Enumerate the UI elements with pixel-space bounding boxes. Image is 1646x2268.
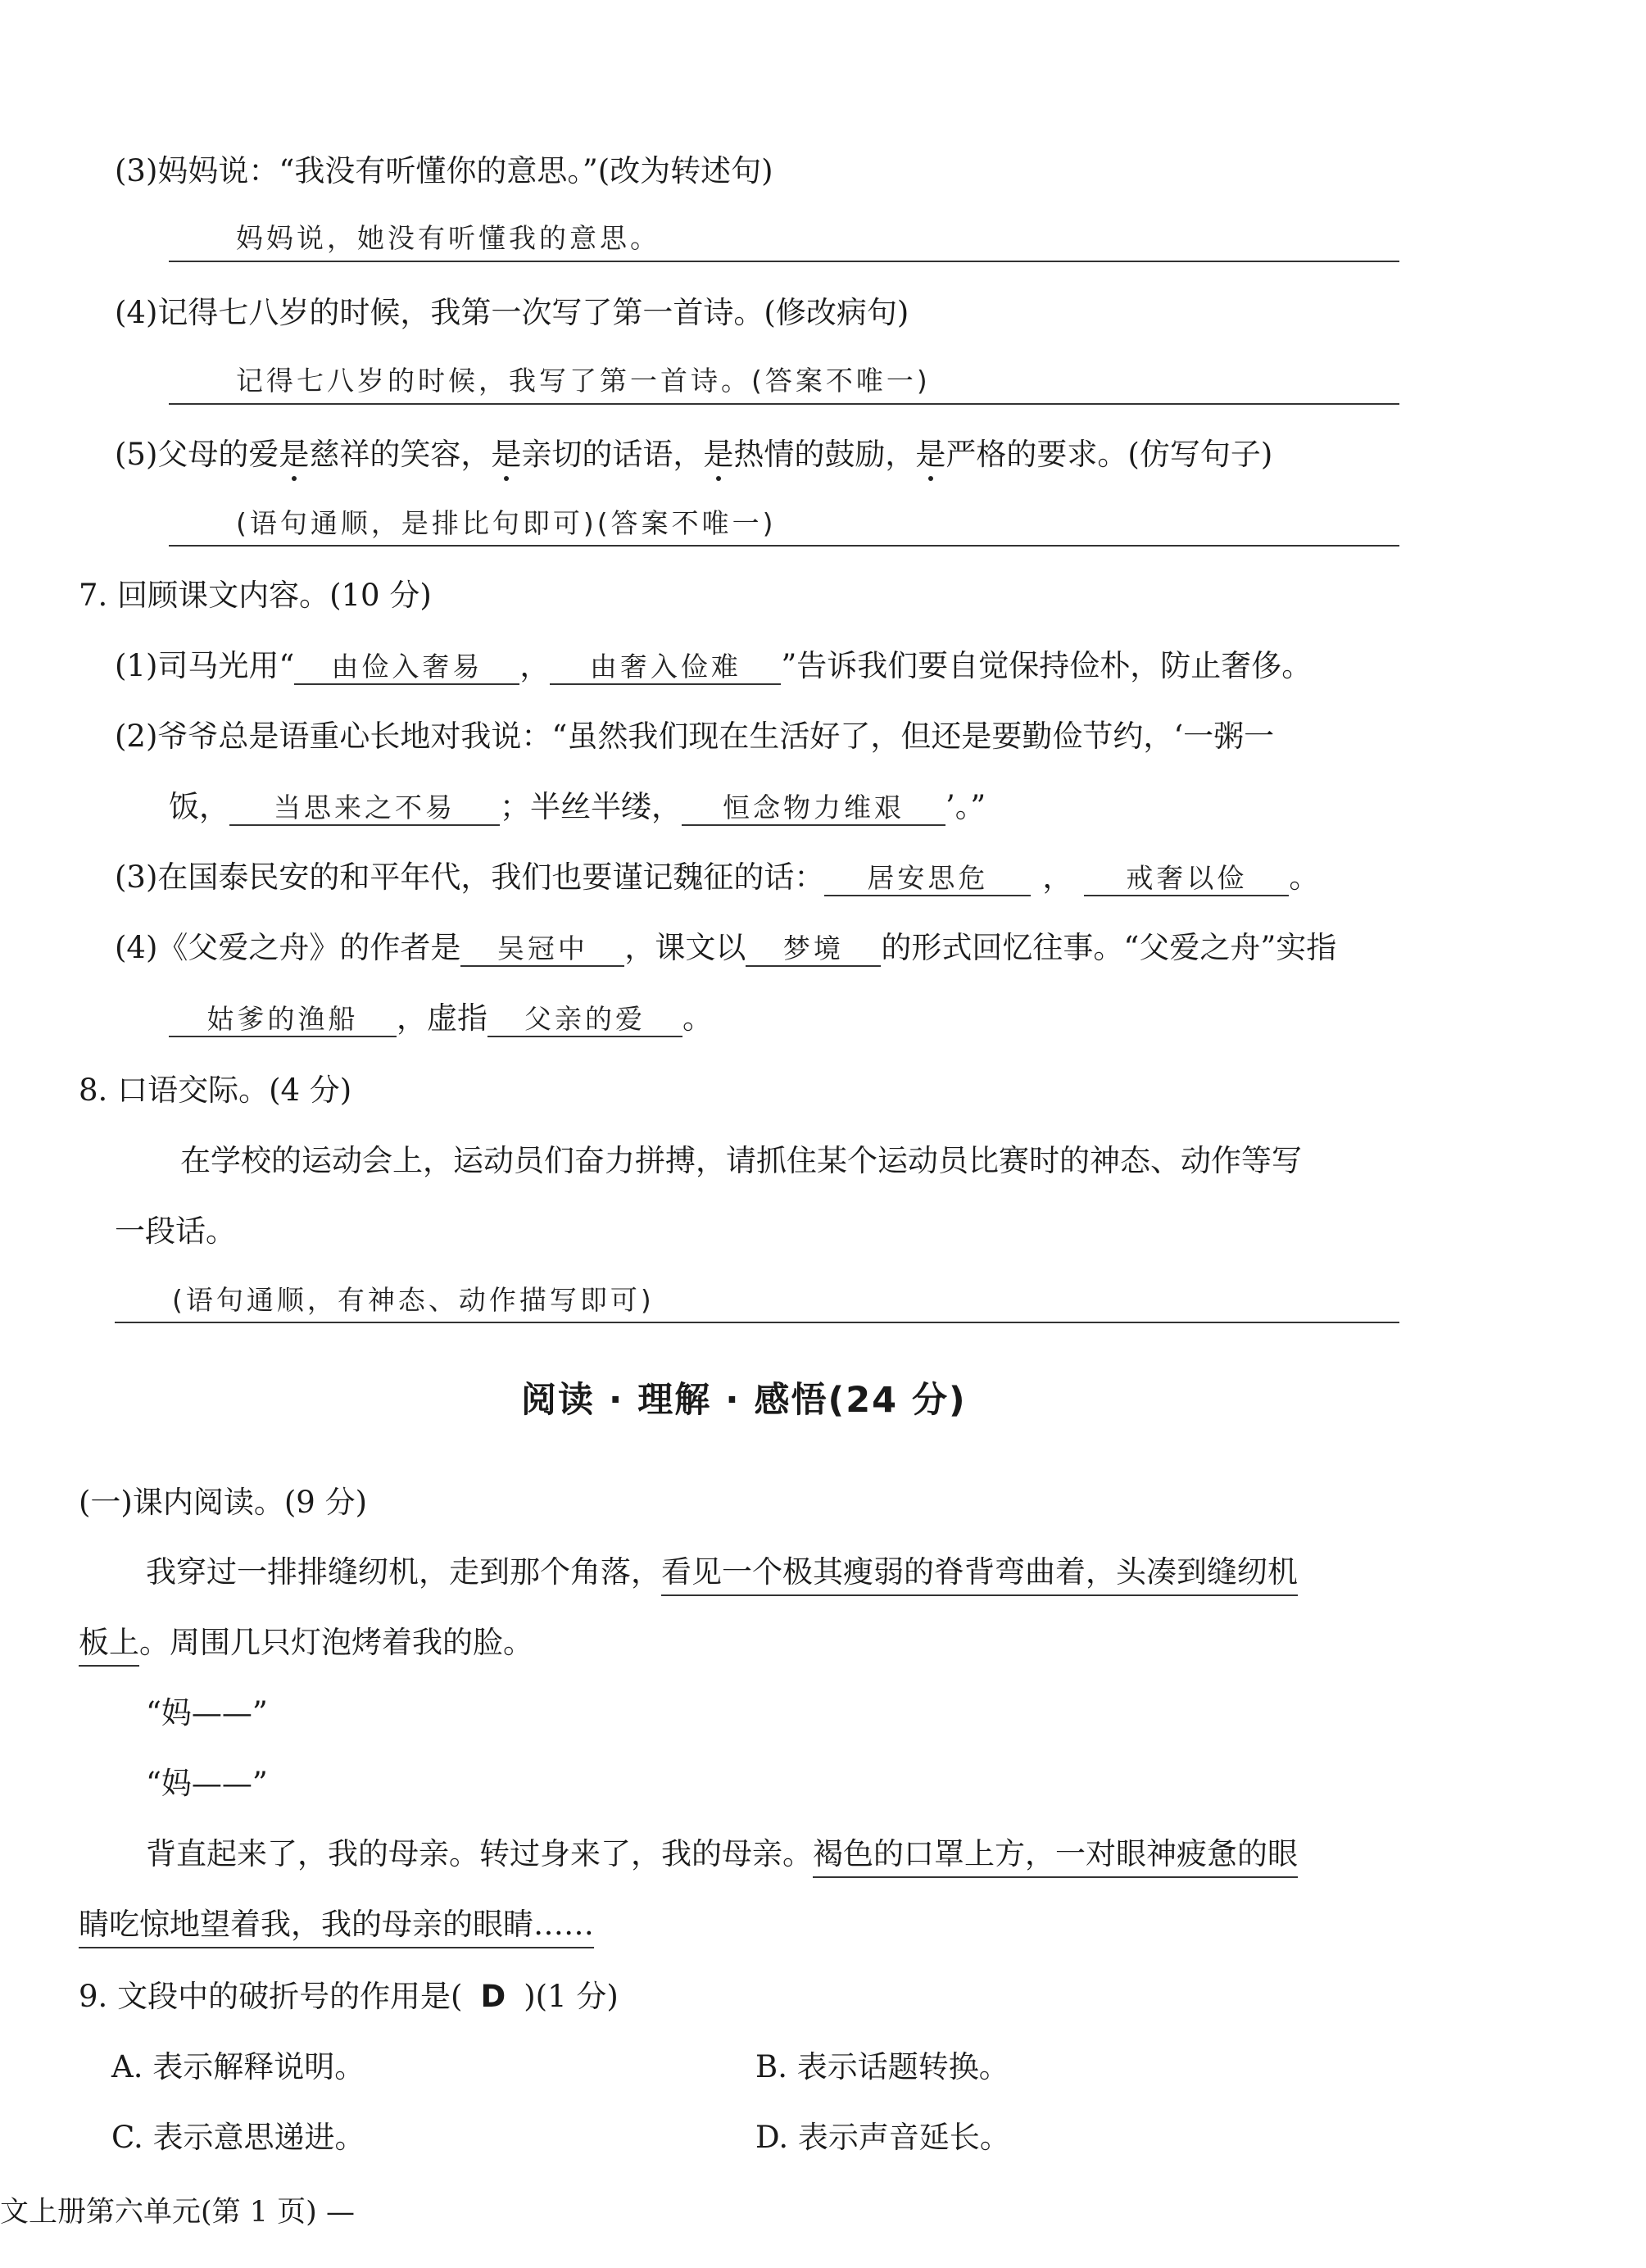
q7-4-blank-author: 吴冠中: [460, 935, 624, 967]
q6-4-prompt: (4)记得七八岁的时候，我第一次写了第一首诗。(修改病句): [115, 295, 909, 330]
section-title: 阅读 · 理解 · 感悟(24 分): [521, 1380, 967, 1421]
q7-title-text: 7. 回顾课文内容。(10 分): [79, 578, 432, 613]
q7-4-mid2: 的形式回忆往事。“父爱之舟”实指: [881, 930, 1337, 965]
q8-title: 8. 口语交际。(4 分): [79, 1073, 352, 1108]
q7-4-line1: [115, 932, 1336, 967]
q6-3-answer: 妈妈说，她没有听懂我的意思。: [236, 222, 660, 254]
reading-para1-underlined-2: 板上: [79, 1625, 139, 1667]
q7-1-blank-2: 由奢入俭难: [550, 653, 781, 685]
q7-4-pre: (4)《父爱之舟》的作者是: [115, 930, 461, 965]
q7-1-pre: (1)司马光用“: [115, 648, 295, 683]
q7-1-mid: ，: [519, 648, 551, 683]
q8-body-line2: 一段话。: [115, 1213, 236, 1249]
reading-para2-a: 背直起来了，我的母亲。转过身来了，我的母亲。: [146, 1836, 813, 1871]
reading-para1-underlined-1: 看见一个极其瘦弱的脊背弯曲着，头凑到缝纫机: [661, 1554, 1298, 1596]
q6-4-answer: 记得七八岁的时候，我写了第一首诗。(答案不唯一): [236, 365, 931, 397]
q6-3-answer-line: [169, 261, 1399, 262]
reading-line-ma-2: “妈——”: [146, 1766, 268, 1801]
q7-2-blank-2: 恒念物力维艰: [682, 794, 945, 826]
q9-option-c: C. 表示意思递进。: [111, 2120, 365, 2155]
q7-2-line2: [169, 789, 986, 826]
q7-3-blank-1: 居安思危: [824, 864, 1031, 896]
q8-answer-line: [115, 1322, 1399, 1323]
q8-body-line1: 在学校的运动会上，运动员们奋力拼搏，请抓住某个运动员比赛时的神态、动作等写: [180, 1143, 1302, 1178]
q6-5-answer: (语句通顺，是排比句即可)(答案不唯一): [236, 507, 777, 539]
reading-para2-line2: [79, 1907, 594, 1942]
q6-5-emphasis-4: 是: [915, 437, 946, 472]
q7-3-pre: (3)在国泰民安的和平年代，我们也要谨记魏征的话：: [115, 860, 825, 895]
q7-4-blank-form: 梦境: [746, 935, 881, 967]
q6-5-emphasis-3: 是: [703, 437, 734, 472]
q7-4-blank-virtual: 父亲的爱: [487, 1005, 682, 1037]
q7-2-blank-1: 当思来之不易: [229, 794, 500, 826]
q7-2-mid: ；半丝半缕，: [500, 789, 682, 824]
reading-line-ma-1: “妈——”: [146, 1695, 268, 1730]
q7-2-line1: (2)爷爷总是语重心长地对我说：“虽然我们现在生活好了，但还是要勤俭节约，‘一粥一: [115, 719, 1275, 754]
q9-prompt: [79, 1981, 619, 2012]
q8-answer: (语句通顺，有神态、动作描写即可): [172, 1284, 655, 1316]
q7-title: [79, 578, 432, 613]
q6-3-prompt: (3)妈妈说：“我没有听懂你的意思。”(改为转述句): [115, 153, 773, 188]
reading-para1-d: 。周围几只灯泡烤着我的脸。: [139, 1625, 533, 1660]
q6-5-seg4: 热情的鼓励，: [733, 437, 916, 472]
q7-4-post: 。: [682, 1000, 713, 1036]
reading-para1-line2: [79, 1627, 533, 1658]
q7-4-blank-real: 姑爹的渔船: [169, 1005, 397, 1037]
reading-para1-a: 我穿过一排排缝纫机，走到那个角落，: [146, 1554, 661, 1590]
q6-4-answer-line: [169, 403, 1399, 405]
q7-3: [115, 862, 1319, 896]
q7-1-post: ”告诉我们要自觉保持俭朴，防止奢侈。: [781, 648, 1313, 683]
reading-subtitle: (一)课内阅读。(9 分): [79, 1485, 368, 1520]
q7-4-line2: [169, 1000, 713, 1037]
q7-2-post: ’。”: [945, 789, 986, 824]
q6-5-seg2: 慈祥的笑容，: [309, 437, 492, 472]
q7-3-mid: ，: [1042, 860, 1073, 895]
q7-1: [115, 648, 1313, 685]
q7-1-blank-1: 由俭入奢易: [294, 653, 519, 685]
q6-5-emphasis-2: 是: [491, 437, 522, 472]
q7-4-mid3: ，虚指: [397, 1000, 487, 1036]
q6-5-answer-line: [169, 545, 1399, 547]
q9-pre: 9. 文段中的破折号的作用是(: [79, 1979, 463, 2014]
reading-para2-underlined-1: 褐色的口罩上方，一对眼神疲惫的眼: [813, 1836, 1298, 1878]
q9-option-b: B. 表示话题转换。: [755, 2049, 1009, 2084]
q7-3-post: 。: [1289, 860, 1320, 895]
q7-3-blank-2: 戒奢以俭: [1084, 864, 1289, 896]
reading-para2-underlined-2: 睛吃惊地望着我，我的母亲的眼睛……: [79, 1907, 594, 1948]
q6-5-emphasis-1: 是: [279, 437, 310, 472]
q6-5-seg3: 亲切的话语，: [521, 437, 704, 472]
q9-option-a: A. 表示解释说明。: [111, 2049, 365, 2084]
q9-post: )(1 分): [524, 1979, 619, 2014]
q6-5-seg1: (5)父母的爱: [115, 437, 279, 472]
q6-5-prompt: [115, 437, 1273, 472]
q9-answer: D: [480, 1979, 506, 2014]
q9-option-d: D. 表示声音延长。: [755, 2120, 1010, 2155]
reading-para2-line1: [146, 1836, 1298, 1871]
page-footer: 文上册第六单元(第 1 页) —: [0, 2196, 355, 2229]
q7-4-mid1: ，课文以: [624, 930, 746, 965]
q7-2-pre: 饭，: [169, 789, 229, 824]
q6-5-seg5: 严格的要求。(仿写句子): [945, 437, 1273, 472]
reading-para1-line1: [146, 1554, 1298, 1590]
